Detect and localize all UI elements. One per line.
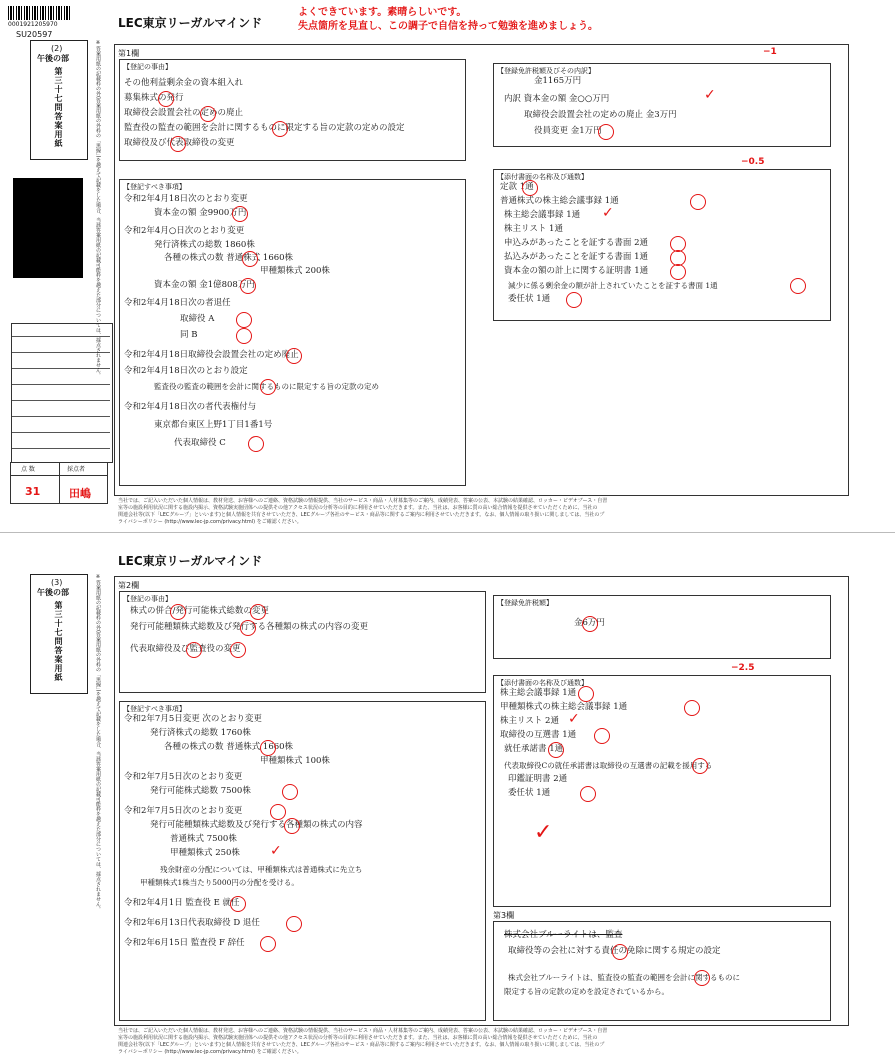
entry-line: 資本金の額 金9900万円 [154, 208, 247, 218]
exam-label-question: 第三十七問答案用紙 [54, 67, 63, 148]
section-title: 【登記すべき事項】 [123, 705, 186, 713]
entry-line: 各種の株式の数 普通株式 1660株 [164, 253, 294, 263]
side-note: ※答案用紙の記載枠の外(答案用紙の外枠の「黒線」)を越えて記載をした場合、当該答案用紙の記載可能枠を越えた部分については、採点されません。 [95, 574, 101, 912]
attach-line: 委任状 1通 [508, 294, 551, 304]
exam-label-box [30, 40, 88, 160]
exam-label-num: (2) [51, 44, 63, 53]
grading-circle [158, 91, 174, 107]
attach-line: 減少に係る剰余金の額が計上されていたことを証する書面 1通 [508, 281, 718, 290]
answer-sheet-2 [0, 540, 895, 1056]
grading-circle [170, 136, 186, 152]
privacy-footer-3: 関連会社等(以下「LECグループ」といいます)と個人情報を共有させていただき、LECグループ各社のサービス・商品等に関するご案内に利用させていただきます。なお、個人情報の取り扱いに関しましては、当社のプ [118, 1042, 605, 1048]
section-title: 【登録免許税額】 [497, 599, 553, 607]
attach-line: 代表取締役Cの就任承諾書は取締役の互選書の記載を援用する [504, 761, 713, 770]
matters-line: 代表取締役及び監査役の変更 [130, 644, 241, 654]
lec-logo: LEC東京リーガルマインド [118, 554, 263, 568]
attachments-section [493, 675, 831, 907]
grading-circle [230, 642, 246, 658]
matters-line: 募集株式の発行 [124, 93, 184, 103]
entry-line: 令和2年4月18日次の者退任 [124, 298, 231, 308]
grader-name: 田嶋 [69, 487, 91, 500]
entry-line: 甲種類株式 200株 [260, 266, 330, 276]
frame3-label: 第3欄 [493, 911, 515, 920]
entry-line: 取締役 A [180, 314, 215, 324]
entry-line: 令和2年6月15日 監査役 F 辞任 [124, 938, 245, 948]
section-3 [493, 921, 831, 1021]
matters-line: その他利益剰余金の資本組入れ [124, 78, 244, 88]
grading-circle [260, 936, 276, 952]
section-title: 【登記の事由】 [123, 63, 172, 71]
grading-circle [670, 264, 686, 280]
grading-circle [692, 758, 708, 774]
matters-line: 監査役の監査の範囲を会計に関するものに限定する旨の定款の定めの設定 [124, 123, 405, 133]
score-value: 31 [25, 485, 41, 498]
attach-line: 甲種類株式の株主総会議事録 1通 [500, 702, 628, 712]
registration-tax-section [493, 63, 831, 147]
grading-circle [566, 292, 582, 308]
privacy-footer-4: ライバシーポリシー (http://www.lec-jp.com/privacy.html) をご確認ください。 [118, 519, 302, 525]
entry-line: 令和2年4月18日次のとおり設定 [124, 366, 248, 376]
tax-line: 役員変更 金1万円 [534, 126, 602, 136]
matters-line: 発行可能種類株式総数及び発行する各種類の株式の内容の変更 [130, 622, 369, 632]
grading-circle [200, 106, 216, 122]
grading-circle [612, 944, 628, 960]
entry-line: 令和2年4月18日取締役会設置会社の定め廃止 [124, 350, 299, 360]
grading-circle [230, 896, 246, 912]
entry-line: 令和2年4月1日 監査役 E 就任 [124, 898, 240, 908]
section-title: 【添付書面の名称及び通数】 [497, 173, 588, 181]
entry-line: 東京都台東区上野1丁目1番1号 [154, 420, 273, 430]
attach-line: 委任状 1通 [508, 788, 551, 798]
side-note: ※答案用紙の記載枠の外(答案用紙の外枠の「黒線」)を越えて記載をした場合、当該答案用紙の記載可能枠を越えた部分については、採点されません。 [95, 40, 101, 378]
registration-entries-section [119, 179, 466, 486]
page-separator [0, 532, 895, 533]
exam-label-part: 午後の部 [37, 54, 69, 63]
grading-circle [582, 616, 598, 632]
grading-circle [548, 742, 564, 758]
check-mark: ✓ [704, 87, 716, 103]
entry-line: 発行済株式の総数 1860株 [154, 240, 255, 250]
grading-circle [242, 251, 258, 267]
attach-deduction: −2.5 [731, 663, 755, 673]
grading-circle [684, 700, 700, 716]
grading-circle [272, 121, 288, 137]
matters-line: 株式の併合/発行可能株式総数の変更 [130, 606, 269, 616]
barcode-number: 0001921205970 [8, 21, 58, 28]
privacy-footer-2: 室等の施設利用状況に関する施設内掲示、資格試験実施団体への提供その他アクセス状況の分析等の目的に利用させていただきます。また、当社は、お客様に質の高い総合情報を提供させていただくために、当社の [118, 1035, 598, 1041]
matters-line: 取締役会設置会社の定めの廃止 [124, 108, 244, 118]
grading-circle [282, 784, 298, 800]
exam-label-question: 第三十七問答案用紙 [54, 601, 63, 682]
entry-line: 令和2年4月18日次の者代表権付与 [124, 402, 257, 412]
grading-circle [260, 379, 276, 395]
check-mark: ✓ [568, 711, 580, 727]
entry-line: 残余財産の分配については、甲種類株式は普通株式に先立ち [160, 865, 363, 874]
entry-line: 資本金の額 金1億808万円 [154, 280, 255, 290]
registration-entries-section [119, 701, 486, 1021]
attach-line: 就任承諾書 1通 [504, 744, 564, 754]
privacy-footer-2: 室等の施設利用状況に関する施設内掲示、資格試験実施団体への提供その他アクセス状況の分析等の目的に利用させていただきます。また、当社は、お客様に質の高い総合情報を提供させていただくために、当社の [118, 505, 598, 511]
entry-line: 令和2年7月5日変更 次のとおり変更 [124, 714, 262, 724]
entry-line: 普通株式 7500株 [170, 834, 237, 844]
matters-line: 取締役及び代表取締役の変更 [124, 138, 235, 148]
privacy-footer-4: ライバシーポリシー (http://www.lec-jp.com/privacy.html) をご確認ください。 [118, 1049, 302, 1055]
entry-line: 各種の株式の数 普通株式 1660株 [164, 742, 294, 752]
attach-deduction: −0.5 [741, 157, 765, 167]
attach-line: 定款 1通 [500, 182, 534, 192]
grading-circle [580, 786, 596, 802]
entry-line: 発行済株式の総数 1760株 [150, 728, 251, 738]
grading-circle [690, 194, 706, 210]
registration-tax-section [493, 595, 831, 659]
section-title: 【登録免許税額及びその内訳】 [497, 67, 595, 75]
grading-circle [594, 728, 610, 744]
grading-circle [250, 604, 266, 620]
ruled-line [12, 448, 110, 449]
sec3-line: 株式会社ブルーライトは、監査役の監査の範囲を会計に関するものに [508, 973, 740, 982]
answer-frame-1 [114, 44, 849, 496]
grading-circle [694, 970, 710, 986]
attach-line: 株主総会議事録 1通 [504, 210, 581, 220]
sec3-line: 株式会社ブルーライトは、監査 [504, 930, 623, 940]
grading-circle [170, 604, 186, 620]
section-title: 【添付書面の名称及び通数】 [497, 679, 588, 687]
check-mark: ✓ [534, 820, 553, 845]
entry-line: 令和2年7月5日次のとおり変更 [124, 772, 243, 782]
check-mark: ✓ [602, 205, 614, 221]
grading-circle [236, 328, 252, 344]
grading-circle [522, 180, 538, 196]
attach-line: 取締役の互選書 1通 [500, 730, 577, 740]
grading-circle [578, 686, 594, 702]
grading-circle [286, 348, 302, 364]
grading-circle [286, 916, 302, 932]
ruled-line [12, 432, 110, 433]
privacy-footer-1: 当社では、ご記入いただいた個人情報は、教材発送、お客様へのご連絡、資格試験の情報提供、当社のサービス・商品・人材募集等のご案内、成績発表、答案の公表、本試験の結果確認、ロッカー・ビデオブース・自習 [118, 1028, 608, 1034]
registration-matters-section [119, 591, 486, 693]
attach-line: 申込みがあったことを証する書面 2通 [504, 238, 649, 248]
grading-circle [232, 206, 248, 222]
grading-circle [270, 804, 286, 820]
entry-line: 甲種類株式 250株 [170, 848, 240, 858]
grading-circle [240, 620, 256, 636]
score-box [10, 462, 108, 504]
entry-line: 同 B [180, 330, 198, 340]
tax-line: 内訳 資本金の額 金○○万円 [504, 94, 610, 104]
feedback-line-2: 失点箇所を見直し、この調子で自信を持って勉強を進めましょう。 [298, 21, 598, 32]
exam-label-num: (3) [51, 578, 63, 587]
answer-frame-2 [114, 576, 849, 1026]
sec3-line: 取締役等の会社に対する責任の免除に関する規定の設定 [508, 946, 721, 956]
grading-circle [236, 312, 252, 328]
attachments-section [493, 169, 831, 321]
redacted-block [13, 178, 83, 278]
tax-line: 金6万円 [574, 618, 605, 628]
attach-line: 印鑑証明書 2通 [508, 774, 568, 784]
attach-line: 払込みがあったことを証する書面 1通 [504, 252, 649, 262]
tax-deduction: −1 [763, 47, 777, 57]
barcode [8, 6, 70, 20]
privacy-footer-3: 関連会社等(以下「LECグループ」といいます)と個人情報を共有させていただき、LECグループ各社のサービス・商品等に関するご案内に利用させていただきます。なお、個人情報の取り扱いに関しましては、当社のプ [118, 512, 605, 518]
section-title: 【登記すべき事項】 [123, 183, 186, 191]
sec3-line: 限定する旨の定款の定めを設定されているから。 [504, 987, 669, 996]
feedback-line-1: よくできています。素晴らしいです。 [298, 7, 467, 18]
grading-circle [790, 278, 806, 294]
entry-line: 代表取締役 C [174, 438, 226, 448]
entry-line: 甲種類株式1株当たり5000円の分配を受ける。 [140, 878, 299, 887]
check-mark: ✓ [270, 843, 282, 859]
entry-line: 令和2年7月5日次のとおり変更 [124, 806, 243, 816]
tax-line: 金1165万円 [534, 76, 582, 86]
attach-line: 株主リスト 1通 [504, 224, 563, 234]
entry-line: 発行可能種類株式総数及び発行する各種類の株式の内容 [150, 820, 363, 830]
entry-line: 甲種類株式 100株 [260, 756, 330, 766]
exam-label-part: 午後の部 [37, 588, 69, 597]
grader-label: 採点者 [67, 466, 86, 473]
grading-circle [240, 278, 256, 294]
attach-line: 普通株式の株主総会議事録 1通 [500, 196, 619, 206]
grading-circle [248, 436, 264, 452]
privacy-footer-1: 当社では、ご記入いただいた個人情報は、教材発送、お客様へのご連絡、資格試験の情報提供、当社のサービス・商品・人材募集等のご案内、成績発表、答案の公表、本試験の結果確認、ロッカー・ビデオブース・自習 [118, 498, 608, 504]
entry-line: 令和2年4月○日次のとおり変更 [124, 226, 245, 236]
entry-line: 発行可能株式総数 7500株 [150, 786, 251, 796]
grading-circle [284, 818, 300, 834]
attach-line: 資本金の額の計上に関する証明書 1通 [504, 266, 649, 276]
sheet-code: SU20597 [16, 30, 53, 39]
frame-label: 第2欄 [118, 581, 140, 590]
section-title: 【登記の事由】 [123, 595, 172, 603]
grading-circle [186, 642, 202, 658]
score-label: 点 数 [21, 466, 35, 473]
entry-line: 令和2年4月18日次のとおり変更 [124, 194, 248, 204]
attach-line: 株主リスト 2通 [500, 716, 559, 726]
entry-line: 令和2年6月13日代表取締役 D 退任 [124, 918, 260, 928]
registration-matters-section [119, 59, 466, 161]
grading-circle [598, 124, 614, 140]
grading-circle [260, 740, 276, 756]
tax-line: 取締役会設置会社の定めの廃止 金3万円 [524, 110, 677, 120]
lec-logo: LEC東京リーガルマインド [118, 16, 263, 30]
attach-line: 株主総会議事録 1通 [500, 688, 577, 698]
entry-line: 監査役の監査の範囲を会計に関するものに限定する旨の定款の定め [154, 382, 379, 391]
exam-label-box [30, 574, 88, 694]
frame-label: 第1欄 [118, 49, 140, 58]
